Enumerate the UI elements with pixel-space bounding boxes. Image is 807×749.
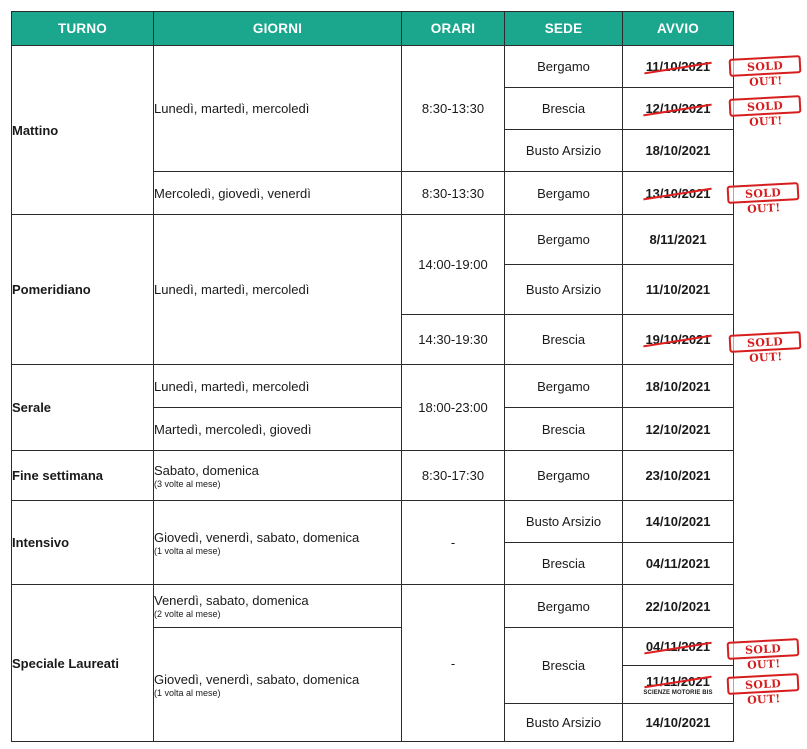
header-turno: TURNO [12, 12, 154, 46]
avvio-cell: 12/10/2021 [623, 408, 734, 451]
giorni-text: Venerdì, sabato, domenica [154, 593, 309, 608]
table-row [12, 585, 734, 628]
giorni-text: Giovedì, venerdì, sabato, domenica [154, 529, 360, 545]
table-row [12, 451, 734, 501]
giorni-note: (1 volta al mese) [154, 687, 221, 698]
sold-out-stamp: SOLD OUT! [729, 331, 802, 353]
avvio-cell [623, 46, 734, 88]
giorni-cell [154, 585, 402, 628]
orari-cell: 14:30-19:30 [402, 315, 505, 365]
sold-out-stamp: SOLD OUT! [729, 55, 802, 77]
avvio-cell: 18/10/2021 [623, 130, 734, 172]
giorni-note: (2 volte al mese) [154, 609, 221, 619]
sold-out-stamp: SOLD OUT! [727, 182, 800, 204]
date-text: 13/10/2021 [645, 185, 711, 201]
course-note: SCIENZE MOTORIE BIS [643, 689, 713, 696]
date-text: 19/10/2021 [645, 332, 711, 347]
avvio-cell [623, 88, 734, 130]
turno-fine-settimana: Fine settimana [12, 451, 154, 501]
sede-cell: Busto Arsizio [505, 501, 623, 543]
sede-cell: Brescia [505, 408, 623, 451]
avvio-cell: 8/11/2021 [623, 215, 734, 265]
sede-cell: Bergamo [505, 585, 623, 628]
avvio-cell [623, 628, 734, 666]
orari-cell: 8:30-17:30 [402, 451, 505, 501]
start-date [646, 59, 710, 74]
avvio-cell: 11/10/2021 [623, 265, 734, 315]
header-avvio: AVVIO [623, 12, 734, 46]
sede-cell: Bergamo [505, 172, 623, 215]
orari-cell: 14:00-19:00 [402, 215, 505, 315]
sede-cell: Bergamo [505, 215, 623, 265]
sede-cell: Brescia [505, 315, 623, 365]
sold-out-stamp: SOLD OUT! [729, 95, 802, 117]
sede-cell: Brescia [505, 628, 623, 704]
avvio-cell: 04/11/2021 [623, 543, 734, 585]
table-row [12, 46, 734, 88]
date-text: 12/10/2021 [645, 101, 711, 116]
turno-pomeridiano: Pomeridiano [12, 215, 154, 365]
giorni-cell: Mercoledì, giovedì, venerdì [154, 172, 402, 215]
giorni-cell: Lunedì, martedì, mercoledì [154, 215, 402, 365]
start-date [646, 639, 710, 654]
table-row [12, 215, 734, 265]
orari-cell: 18:00-23:00 [402, 365, 505, 451]
giorni-cell [154, 501, 402, 585]
orari-cell: 8:30-13:30 [402, 172, 505, 215]
date-text: 11/11/2021 [646, 673, 710, 689]
start-date [645, 332, 710, 347]
sede-cell: Brescia [505, 543, 623, 585]
giorni-text: Giovedì, venerdì, sabato, domenica [154, 671, 360, 687]
table-row [12, 501, 734, 543]
avvio-cell: 23/10/2021 [623, 451, 734, 501]
sede-cell: Busto Arsizio [505, 704, 623, 742]
giorni-cell [154, 451, 402, 501]
course-schedule-table [11, 11, 734, 742]
header-giorni: GIORNI [154, 12, 402, 46]
avvio-cell: 22/10/2021 [623, 585, 734, 628]
date-text: 04/11/2021 [645, 639, 711, 654]
sold-out-stamp: SOLD OUT! [727, 673, 800, 695]
giorni-cell [154, 628, 402, 742]
giorni-note: (1 volta al mese) [154, 545, 221, 556]
sold-out-stamp: SOLD OUT! [727, 638, 800, 660]
giorni-cell: Lunedì, martedì, mercoledì [154, 46, 402, 172]
sede-cell: Bergamo [505, 46, 623, 88]
header-row [12, 12, 734, 46]
header-sede: SEDE [505, 12, 623, 46]
header-orari: ORARI [402, 12, 505, 46]
giorni-cell: Martedì, mercoledì, giovedì [154, 408, 402, 451]
turno-intensivo: Intensivo [12, 501, 154, 585]
sede-cell: Bergamo [505, 365, 623, 408]
table-row [12, 365, 734, 408]
orari-cell: - [402, 585, 505, 742]
date-text: 11/10/2021 [645, 59, 711, 74]
avvio-cell: 14/10/2021 [623, 501, 734, 543]
turno-speciale-laureati: Speciale Laureati [12, 585, 154, 742]
turno-serale: Serale [12, 365, 154, 451]
giorni-text: Sabato, domenica [154, 462, 259, 478]
start-date [646, 674, 710, 689]
avvio-cell: 18/10/2021 [623, 365, 734, 408]
start-date [645, 186, 710, 201]
avvio-cell [623, 172, 734, 215]
turno-mattino: Mattino [12, 46, 154, 215]
start-date [645, 101, 710, 116]
sede-cell: Brescia [505, 88, 623, 130]
giorni-note: (3 volte al mese) [154, 478, 221, 489]
sede-cell: Bergamo [505, 451, 623, 501]
orari-cell: - [402, 501, 505, 585]
giorni-cell: Lunedì, martedì, mercoledì [154, 365, 402, 408]
avvio-cell: 14/10/2021 [623, 704, 734, 742]
avvio-cell [623, 315, 734, 365]
sede-cell: Busto Arsizio [505, 265, 623, 315]
sede-cell: Busto Arsizio [505, 130, 623, 172]
avvio-cell [623, 666, 734, 704]
orari-cell: 8:30-13:30 [402, 46, 505, 172]
